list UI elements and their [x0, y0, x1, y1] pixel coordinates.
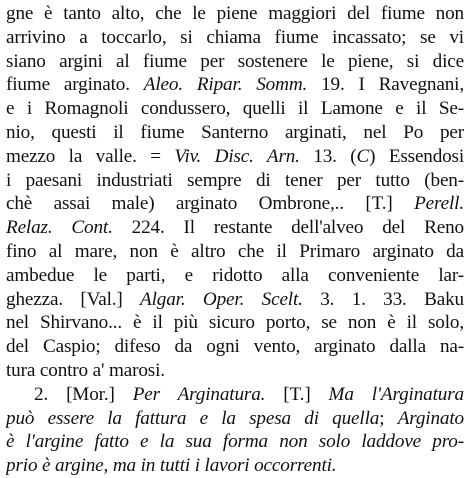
text-line: è l'argine fatto e la sua forma non solo laddove pro- [6, 431, 464, 453]
text-line: gne è tanto alto, che le piene maggiori del fiume non [6, 3, 464, 24]
citation: Viv. Disc. Arn. [174, 145, 300, 167]
text-line: fino al mare, non è altro che il Primaro arginato da [6, 240, 464, 262]
text-line: arrivino a toccarlo, si chiama fiume incassato; se vi [6, 26, 464, 48]
text-line: fiume arginato. Aleo. Ripar. Somm. 19. I Ravegnani, [6, 74, 464, 96]
text-line: siano argini al fiume per sostenere le piene, si dice [6, 50, 464, 72]
text-line: tura contro a' marosi. [6, 359, 165, 381]
text-line: i paesani industriati sempre di tener per tutto (ben- [6, 169, 464, 191]
text-line: chè assai male) arginato Ombrone,.. [T.] Perell. [6, 193, 464, 215]
text-line: nio, questi il fiume Santerno arginati, nel Po per [6, 121, 464, 143]
citation: Relaz. Cont. [6, 217, 113, 239]
citation: Aleo. Ripar. Somm. [143, 74, 308, 96]
text-line: prio è argine, ma in tutti i lavori occorrenti. [6, 455, 337, 477]
text-line: mezzo la valle. = Viv. Disc. Arn. 13. (C) Essendosi [6, 145, 464, 167]
text-line: del Caspio; difeso da ogni vento, arginato dalla na- [6, 336, 464, 358]
text-line: ghezza. [Val.] Algar. Oper. Scelt. 3. 1. 33. Baku [6, 288, 464, 310]
citation: Perell. [414, 193, 464, 215]
citation: Algar. Oper. Scelt. [140, 288, 303, 310]
text-line: ambedue le parti, e ridotto alla conveniente lar- [6, 264, 464, 286]
text-line: e i Romagnoli condussero, quelli il Lamone e il Se- [6, 98, 464, 120]
text-line: Relaz. Cont. 224. Il restante dell'alveo del Reno [6, 217, 464, 239]
text-line: può essere la fattura e la spesa di quella; Arginato [6, 407, 464, 429]
text-line: nel Shirvano... è il più sicuro porto, se non è il solo, [6, 312, 464, 334]
text-line: 2. [Mor.] Per Arginatura. [T.] Ma l'Arginatura [34, 383, 464, 405]
